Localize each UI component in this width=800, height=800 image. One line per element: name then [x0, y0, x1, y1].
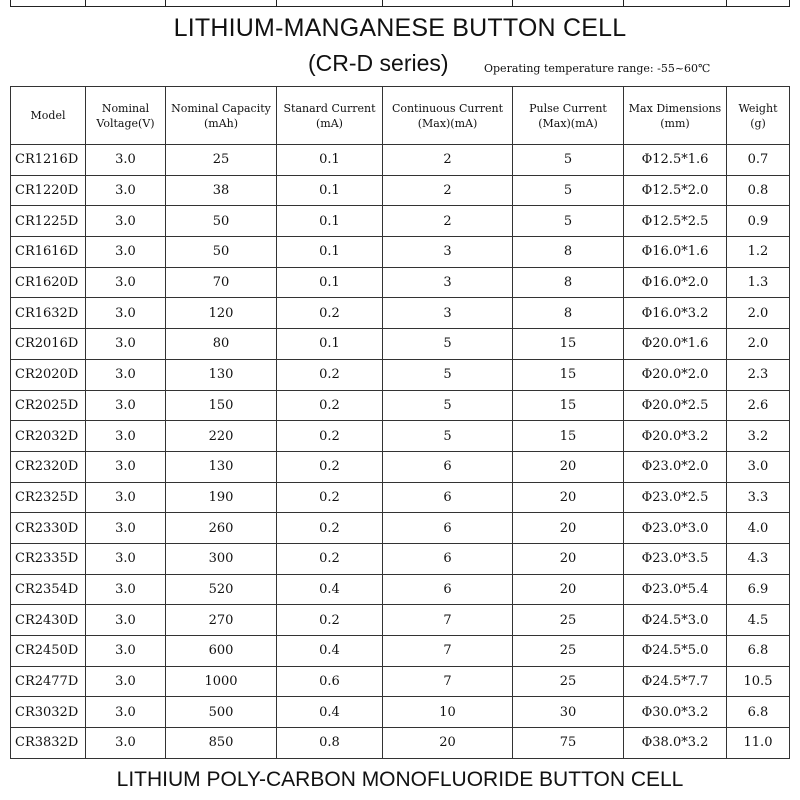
cell-weight: 3.3: [727, 482, 790, 513]
cell-voltage: 3.0: [86, 513, 166, 544]
cell-dimensions: Φ20.0*2.0: [624, 359, 727, 390]
cell-continuous-current: 6: [383, 451, 513, 482]
header-pulse-current-line2: (Max)(mA): [538, 116, 598, 130]
table-row: [11, 574, 790, 605]
header-continuous-current-line2: (Max)(mA): [417, 116, 478, 130]
cell-continuous-current: 5: [383, 329, 513, 360]
header-model: [11, 87, 86, 145]
cell-capacity: 80: [166, 329, 277, 360]
cell-pulse-current: 20: [513, 543, 624, 574]
column-divider: [789, 0, 790, 7]
cell-voltage: 3.0: [86, 237, 166, 268]
cell-standard-current: 0.1: [277, 237, 383, 268]
cell-dimensions: Φ12.5*2.5: [624, 206, 727, 237]
column-divider: [165, 0, 166, 7]
header-dimensions-line2: (mm): [660, 116, 690, 130]
cell-dimensions: Φ30.0*3.2: [624, 697, 727, 728]
cell-model: CR2335D: [11, 543, 86, 574]
cell-dimensions: Φ24.5*7.7: [624, 666, 727, 697]
cell-model: CR1620D: [11, 267, 86, 298]
header-weight: [727, 87, 790, 145]
table-row: [11, 697, 790, 728]
cell-voltage: 3.0: [86, 482, 166, 513]
header-weight-line2: (g): [750, 116, 766, 130]
cell-dimensions: Φ23.0*2.5: [624, 482, 727, 513]
cell-pulse-current: 8: [513, 237, 624, 268]
column-divider: [10, 0, 11, 7]
cell-capacity: 38: [166, 175, 277, 206]
cell-voltage: 3.0: [86, 574, 166, 605]
table-row: [11, 206, 790, 237]
cell-voltage: 3.0: [86, 298, 166, 329]
cell-continuous-current: 7: [383, 636, 513, 667]
header-voltage-line1: Nominal: [101, 101, 150, 115]
column-divider: [726, 0, 727, 7]
cell-capacity: 1000: [166, 666, 277, 697]
cell-voltage: 3.0: [86, 605, 166, 636]
cell-standard-current: 0.2: [277, 359, 383, 390]
cell-weight: 0.9: [727, 206, 790, 237]
cell-dimensions: Φ23.0*3.5: [624, 543, 727, 574]
cell-dimensions: Φ24.5*5.0: [624, 636, 727, 667]
cell-continuous-current: 6: [383, 574, 513, 605]
cell-continuous-current: 2: [383, 145, 513, 176]
cell-model: CR1632D: [11, 298, 86, 329]
table-row: [11, 482, 790, 513]
cell-capacity: 520: [166, 574, 277, 605]
cell-model: CR1616D: [11, 237, 86, 268]
header-capacity-line1: Nominal Capacity: [171, 101, 271, 115]
header-max-dimensions: [624, 87, 727, 145]
cell-model: CR1220D: [11, 175, 86, 206]
table-row: [11, 513, 790, 544]
cell-capacity: 600: [166, 636, 277, 667]
cell-dimensions: Φ23.0*3.0: [624, 513, 727, 544]
table-row: [11, 329, 790, 360]
cell-model: CR2320D: [11, 451, 86, 482]
cell-capacity: 850: [166, 728, 277, 759]
cell-weight: 4.0: [727, 513, 790, 544]
header-nominal-capacity: [166, 87, 277, 145]
cell-dimensions: Φ16.0*3.2: [624, 298, 727, 329]
header-dimensions-line1: Max Dimensions: [628, 101, 722, 115]
cell-voltage: 3.0: [86, 666, 166, 697]
cell-capacity: 190: [166, 482, 277, 513]
cell-model: CR2016D: [11, 329, 86, 360]
cell-model: CR2020D: [11, 359, 86, 390]
cell-weight: 10.5: [727, 666, 790, 697]
cell-model: CR2354D: [11, 574, 86, 605]
table-row: [11, 728, 790, 759]
header-pulse-current: [513, 87, 624, 145]
cell-standard-current: 0.4: [277, 697, 383, 728]
cell-standard-current: 0.4: [277, 574, 383, 605]
cell-voltage: 3.0: [86, 421, 166, 452]
cell-dimensions: Φ16.0*2.0: [624, 267, 727, 298]
cell-pulse-current: 5: [513, 175, 624, 206]
header-standard-current-line2: (mA): [316, 116, 343, 130]
cell-dimensions: Φ12.5*1.6: [624, 145, 727, 176]
cell-capacity: 150: [166, 390, 277, 421]
cell-capacity: 130: [166, 359, 277, 390]
header-weight-line1: Weight: [738, 101, 778, 115]
header-capacity-line2: (mAh): [203, 116, 239, 130]
next-section-title: LITHIUM POLY-CARBON MONOFLUORIDE BUTTON CELL: [116, 768, 684, 791]
cell-pulse-current: 15: [513, 421, 624, 452]
cell-continuous-current: 6: [383, 543, 513, 574]
table-row: [11, 605, 790, 636]
cell-model: CR1225D: [11, 206, 86, 237]
cell-capacity: 70: [166, 267, 277, 298]
cell-weight: 3.2: [727, 421, 790, 452]
cell-pulse-current: 15: [513, 359, 624, 390]
cell-continuous-current: 3: [383, 267, 513, 298]
cell-standard-current: 0.2: [277, 421, 383, 452]
top-border-line: [10, 6, 790, 7]
table-row: [11, 145, 790, 176]
cell-continuous-current: 6: [383, 482, 513, 513]
cell-voltage: 3.0: [86, 329, 166, 360]
cell-dimensions: Φ16.0*1.6: [624, 237, 727, 268]
cell-capacity: 50: [166, 237, 277, 268]
cell-pulse-current: 15: [513, 329, 624, 360]
cell-standard-current: 0.2: [277, 605, 383, 636]
cell-weight: 0.7: [727, 145, 790, 176]
cell-standard-current: 0.8: [277, 728, 383, 759]
cell-standard-current: 0.2: [277, 298, 383, 329]
cell-weight: 11.0: [727, 728, 790, 759]
cell-weight: 3.0: [727, 451, 790, 482]
spec-table-body: [11, 145, 790, 759]
cell-weight: 1.2: [727, 237, 790, 268]
cell-dimensions: Φ23.0*5.4: [624, 574, 727, 605]
cell-voltage: 3.0: [86, 728, 166, 759]
cell-pulse-current: 30: [513, 697, 624, 728]
cell-pulse-current: 20: [513, 482, 624, 513]
table-row: [11, 543, 790, 574]
cell-pulse-current: 8: [513, 298, 624, 329]
cell-voltage: 3.0: [86, 697, 166, 728]
cell-capacity: 130: [166, 451, 277, 482]
table-row: [11, 175, 790, 206]
cell-standard-current: 0.2: [277, 513, 383, 544]
spec-table: [10, 86, 790, 759]
cell-standard-current: 0.2: [277, 543, 383, 574]
series-subtitle: (CR-D series): [308, 50, 449, 76]
header-voltage-line2: Voltage(V): [96, 116, 155, 130]
cell-model: CR2330D: [11, 513, 86, 544]
cell-pulse-current: 75: [513, 728, 624, 759]
cell-model: CR3832D: [11, 728, 86, 759]
cell-dimensions: Φ24.5*3.0: [624, 605, 727, 636]
cell-standard-current: 0.4: [277, 636, 383, 667]
cell-pulse-current: 20: [513, 574, 624, 605]
header-nominal-voltage: [86, 87, 166, 145]
cell-continuous-current: 5: [383, 390, 513, 421]
cell-pulse-current: 20: [513, 451, 624, 482]
cell-weight: 2.6: [727, 390, 790, 421]
cell-capacity: 300: [166, 543, 277, 574]
previous-table-bottom-edge: [0, 0, 800, 8]
cell-continuous-current: 2: [383, 206, 513, 237]
column-divider: [512, 0, 513, 7]
table-row: [11, 298, 790, 329]
page-title: LITHIUM-MANGANESE BUTTON CELL: [173, 14, 627, 42]
cell-voltage: 3.0: [86, 390, 166, 421]
cell-continuous-current: 3: [383, 298, 513, 329]
cell-voltage: 3.0: [86, 267, 166, 298]
table-row: [11, 421, 790, 452]
cell-weight: 6.8: [727, 636, 790, 667]
cell-weight: 1.3: [727, 267, 790, 298]
cell-weight: 2.0: [727, 298, 790, 329]
header-continuous-current: [383, 87, 513, 145]
cell-pulse-current: 5: [513, 206, 624, 237]
cell-pulse-current: 25: [513, 666, 624, 697]
cell-standard-current: 0.2: [277, 390, 383, 421]
cell-weight: 4.5: [727, 605, 790, 636]
header-row: [11, 87, 790, 145]
cell-voltage: 3.0: [86, 175, 166, 206]
table-row: [11, 359, 790, 390]
cell-pulse-current: 8: [513, 267, 624, 298]
cell-continuous-current: 5: [383, 359, 513, 390]
cell-model: CR2325D: [11, 482, 86, 513]
cell-dimensions: Φ23.0*2.0: [624, 451, 727, 482]
cell-continuous-current: 6: [383, 513, 513, 544]
cell-capacity: 500: [166, 697, 277, 728]
cell-continuous-current: 2: [383, 175, 513, 206]
cell-continuous-current: 3: [383, 237, 513, 268]
cell-standard-current: 0.1: [277, 267, 383, 298]
header-pulse-current-line1: Pulse Current: [529, 101, 607, 115]
cell-standard-current: 0.1: [277, 175, 383, 206]
cell-pulse-current: 5: [513, 145, 624, 176]
cell-pulse-current: 25: [513, 636, 624, 667]
header-standard-current-line1: Stanard Current: [283, 101, 376, 115]
cell-model: CR2025D: [11, 390, 86, 421]
cell-model: CR2450D: [11, 636, 86, 667]
column-divider: [276, 0, 277, 7]
cell-weight: 6.9: [727, 574, 790, 605]
column-divider: [623, 0, 624, 7]
header-model-line1: Model: [30, 109, 66, 122]
cell-weight: 2.0: [727, 329, 790, 360]
column-divider: [85, 0, 86, 7]
cell-dimensions: Φ20.0*3.2: [624, 421, 727, 452]
cell-pulse-current: 20: [513, 513, 624, 544]
cell-standard-current: 0.1: [277, 145, 383, 176]
cell-model: CR3032D: [11, 697, 86, 728]
table-row: [11, 451, 790, 482]
table-row: [11, 666, 790, 697]
cell-continuous-current: 20: [383, 728, 513, 759]
header-standard-current: [277, 87, 383, 145]
cell-capacity: 50: [166, 206, 277, 237]
cell-voltage: 3.0: [86, 359, 166, 390]
cell-dimensions: Φ12.5*2.0: [624, 175, 727, 206]
cell-capacity: 220: [166, 421, 277, 452]
cell-capacity: 260: [166, 513, 277, 544]
cell-capacity: 25: [166, 145, 277, 176]
cell-model: CR1216D: [11, 145, 86, 176]
cell-dimensions: Φ38.0*3.2: [624, 728, 727, 759]
cell-continuous-current: 10: [383, 697, 513, 728]
table-row: [11, 267, 790, 298]
cell-standard-current: 0.2: [277, 482, 383, 513]
cell-model: CR2032D: [11, 421, 86, 452]
cell-model: CR2430D: [11, 605, 86, 636]
cell-voltage: 3.0: [86, 206, 166, 237]
cell-voltage: 3.0: [86, 451, 166, 482]
cell-voltage: 3.0: [86, 145, 166, 176]
cell-voltage: 3.0: [86, 543, 166, 574]
cell-weight: 0.8: [727, 175, 790, 206]
header-continuous-current-line1: Continuous Current: [391, 101, 504, 115]
table-row: [11, 636, 790, 667]
cell-continuous-current: 5: [383, 421, 513, 452]
cell-continuous-current: 7: [383, 666, 513, 697]
cell-weight: 4.3: [727, 543, 790, 574]
operating-temperature-note: Operating temperature range: -55~60℃: [484, 62, 711, 75]
cell-dimensions: Φ20.0*1.6: [624, 329, 727, 360]
cell-weight: 2.3: [727, 359, 790, 390]
cell-standard-current: 0.6: [277, 666, 383, 697]
cell-capacity: 270: [166, 605, 277, 636]
table-row: [11, 390, 790, 421]
cell-standard-current: 0.1: [277, 206, 383, 237]
cell-standard-current: 0.2: [277, 451, 383, 482]
cell-continuous-current: 7: [383, 605, 513, 636]
cell-pulse-current: 15: [513, 390, 624, 421]
cell-model: CR2477D: [11, 666, 86, 697]
column-divider: [382, 0, 383, 7]
cell-pulse-current: 25: [513, 605, 624, 636]
cell-standard-current: 0.1: [277, 329, 383, 360]
table-row: [11, 237, 790, 268]
cell-capacity: 120: [166, 298, 277, 329]
cell-weight: 6.8: [727, 697, 790, 728]
cell-voltage: 3.0: [86, 636, 166, 667]
cell-dimensions: Φ20.0*2.5: [624, 390, 727, 421]
